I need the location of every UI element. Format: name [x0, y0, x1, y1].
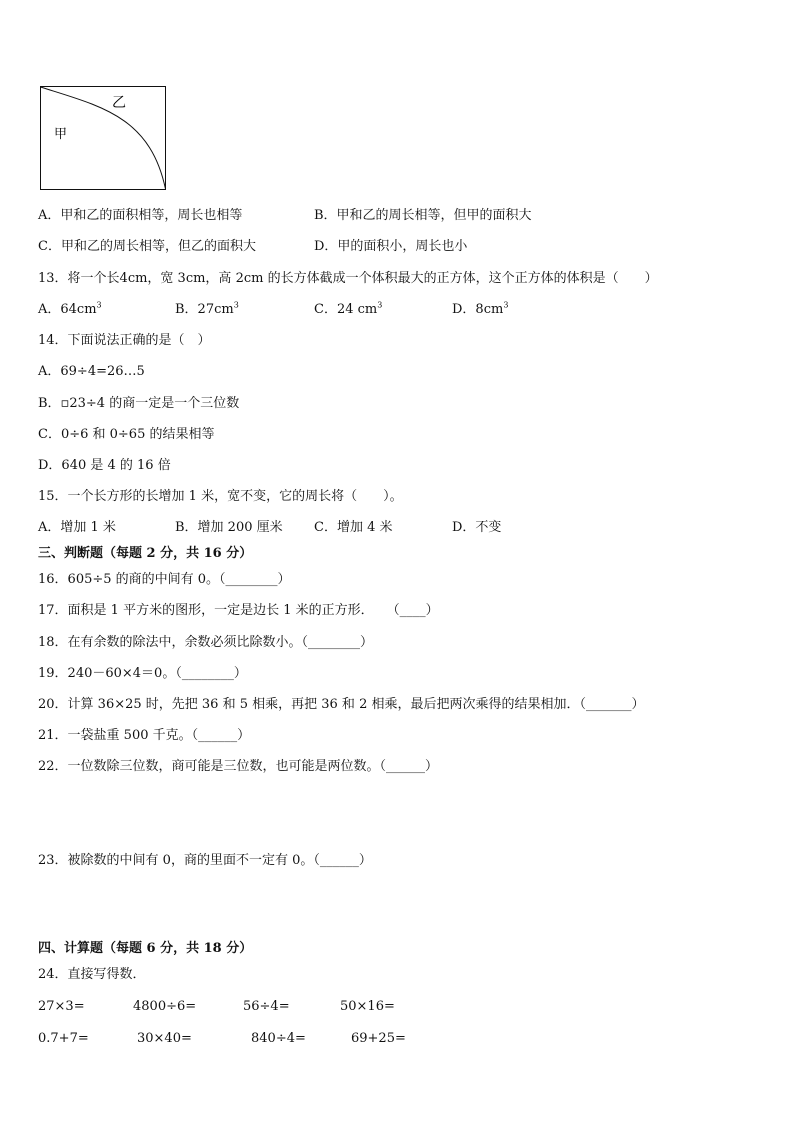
- q15-option-a: A．增加 1 米: [38, 520, 116, 535]
- figure-label-b: 乙: [112, 95, 126, 111]
- q24-question: 24．直接写得数．: [38, 967, 146, 982]
- q23-statement: 23．被除数的中间有 0，商的里面不一定有 0。（______）: [38, 853, 372, 868]
- calc-item: 56÷4=: [243, 999, 290, 1014]
- q13-question: 13．将一个长4cm，宽 3cm，高 2cm 的长方体截成一个体积最大的正方体，这个正方体的体积是（ ）: [38, 271, 658, 286]
- q13-option-b: B．$27cm^3$: [175, 300, 239, 317]
- q12-option-b: B．甲和乙的周长相等，但甲的面积大: [314, 208, 532, 223]
- q14-option-d: D．640 是 4 的 16 倍: [38, 458, 171, 473]
- exponent: 3: [96, 300, 102, 310]
- q15-option-c: C．增加 4 米: [314, 520, 393, 535]
- q14-option-c: C．0÷6 和 0÷65 的结果相等: [38, 427, 215, 442]
- q20-statement: 20．计算 36×25 时，先把 36 和 5 相乘，再把 36 和 2 相乘，最后把两次乘得的结果相加．（_______）: [38, 697, 645, 712]
- calc-item: 4800÷6=: [133, 999, 197, 1014]
- q13-option-a: A．$64cm^3$: [38, 300, 102, 317]
- exponent: 3: [377, 300, 383, 310]
- q22-statement: 22．一位数除三位数，商可能是三位数，也可能是两位数。（______）: [38, 759, 439, 774]
- calc-item: 0.7+7=: [38, 1031, 89, 1046]
- q14-option-a: A．69÷4=26…5: [38, 364, 145, 379]
- q13-option-c: C．24 $cm^3$: [314, 300, 383, 317]
- q15-question: 15．一个长方形的长增加 1 米，宽不变，它的周长将（ ）。: [38, 489, 403, 504]
- exponent: 3: [503, 300, 509, 310]
- calc-item: 27×3=: [38, 999, 85, 1014]
- q15-option-d: D．不变: [452, 520, 502, 535]
- exponent: 3: [233, 300, 239, 310]
- figure-label-a: 甲: [54, 127, 68, 142]
- q12-option-c: C．甲和乙的周长相等，但乙的面积大: [38, 239, 256, 254]
- shape-figure: [40, 86, 168, 192]
- q14-option-b: B．▫23÷4 的商一定是一个三位数: [38, 396, 240, 411]
- q14-question: 14．下面说法正确的是（ ）: [38, 333, 211, 348]
- q12-option-a: A．甲和乙的面积相等，周长也相等: [38, 208, 243, 223]
- q21-statement: 21．一袋盐重 500 千克。（______）: [38, 728, 251, 743]
- q17-statement: 17．面积是 1 平方米的图形，一定是边长 1 米的正方形． （____）: [38, 603, 439, 618]
- calc-item: 840÷4=: [251, 1031, 306, 1046]
- calc-item: 30×40=: [137, 1031, 192, 1046]
- calc-item: 50×16=: [340, 999, 395, 1014]
- q16-statement: 16．605÷5 的商的中间有 0。（________）: [38, 572, 291, 587]
- section-3-title: 三、判断题（每题 2 分，共 16 分）: [38, 546, 253, 561]
- q15-option-b: B．增加 200 厘米: [175, 520, 283, 535]
- section-4-title: 四、计算题（每题 6 分，共 18 分）: [38, 941, 253, 956]
- q13-option-d: D．$8cm^3$: [452, 300, 509, 317]
- q19-statement: 19．240－60×4＝0。（________）: [38, 666, 247, 681]
- calc-item: 69+25=: [351, 1031, 406, 1046]
- q12-option-d: D．甲的面积小，周长也小: [314, 239, 468, 254]
- q18-statement: 18．在有余数的除法中，余数必须比除数小。（________）: [38, 635, 374, 650]
